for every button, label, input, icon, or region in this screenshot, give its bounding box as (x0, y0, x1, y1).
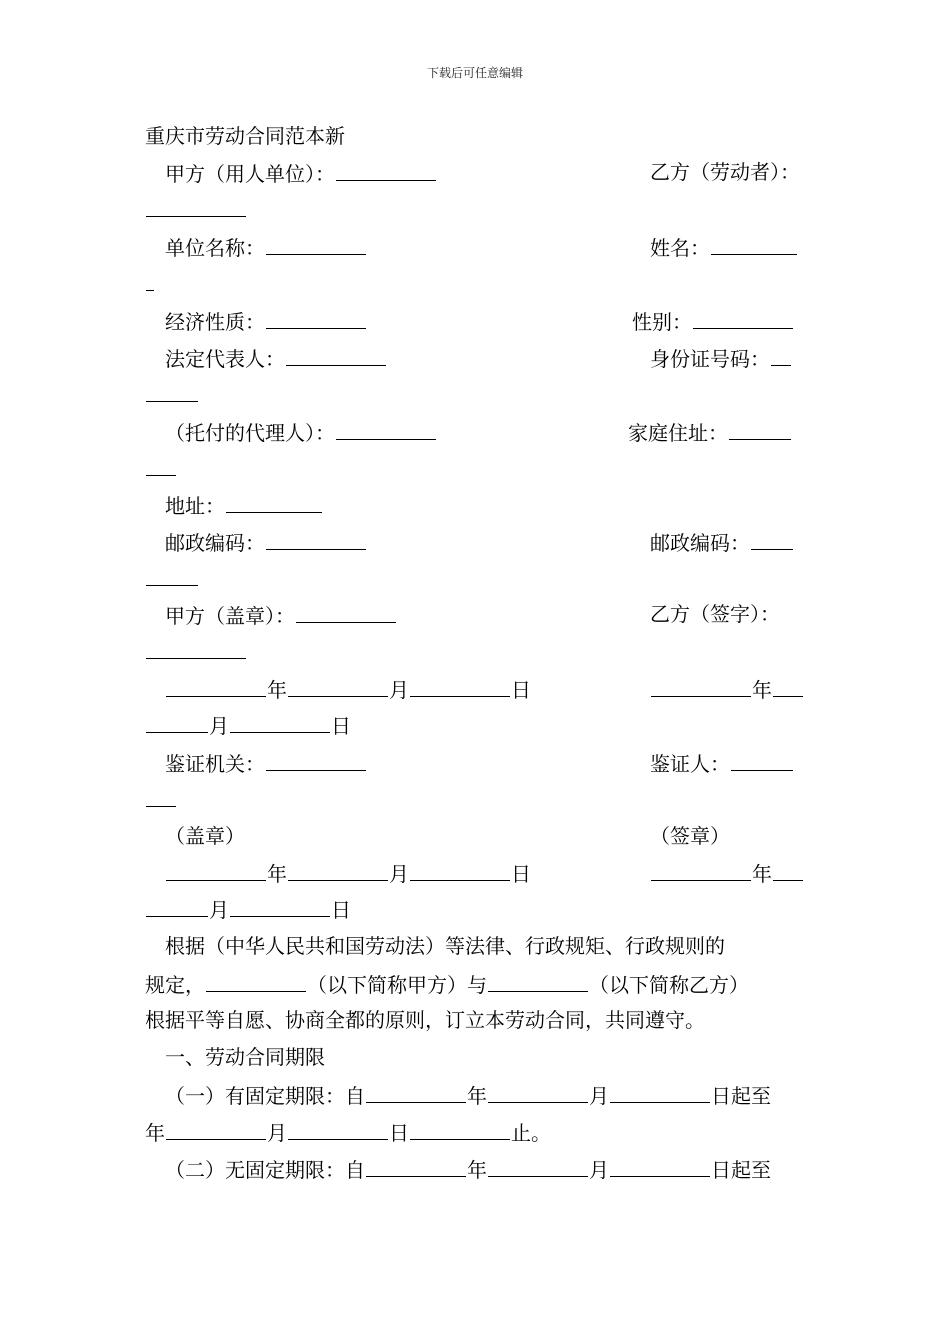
address-field (165, 492, 323, 516)
party-a-day-blank[interactable] (410, 676, 510, 697)
party-a-blank[interactable] (336, 160, 436, 181)
day-label: 日 (511, 678, 531, 702)
body-text: （以下简称甲方）与 (307, 973, 487, 997)
body-paragraph-line-1: 根据（中华人民共和国劳动法）等法律、行政规矩、行政规则的 (165, 934, 725, 958)
body-paragraph-line-2 (145, 971, 749, 995)
party-a-month-blank[interactable] (288, 676, 388, 697)
party-b-date-continued (145, 712, 351, 736)
party-b-signature-blank[interactable] (146, 638, 246, 659)
month-label: 月 (209, 898, 229, 922)
address-label: 地址： (165, 494, 225, 518)
unit-name-field (165, 234, 367, 258)
from-to-label: 日起至 (711, 1084, 771, 1108)
year-label: 年 (145, 1121, 165, 1145)
stop-label: 止。 (511, 1121, 551, 1145)
year-label: 年 (467, 1158, 487, 1182)
party-a-field (165, 160, 437, 184)
party-b-postcode-blank-continued[interactable] (146, 565, 198, 586)
month-label: 月 (389, 862, 409, 886)
party-b-signature-field (145, 638, 247, 662)
verifier-blank-continued[interactable] (146, 786, 176, 807)
gender-blank[interactable] (693, 308, 793, 329)
authority-day-blank[interactable] (410, 860, 510, 881)
day-label: 日 (511, 862, 531, 886)
party-b-postcode-blank[interactable] (751, 529, 793, 550)
verifier-year-blank[interactable] (651, 860, 751, 881)
open-start-year-blank[interactable] (366, 1156, 466, 1177)
name-blank[interactable] (711, 234, 797, 255)
verifier-month-blank[interactable] (773, 860, 803, 881)
party-a-date (165, 676, 531, 700)
authority-year-blank[interactable] (166, 860, 266, 881)
verifier-date (650, 860, 804, 884)
page-header: 下载后可任意编辑 (426, 66, 523, 80)
party-b-signature-label: 乙方（签字）： (650, 602, 780, 626)
body-text: （以下简称乙方） (589, 973, 749, 997)
party-a-name-blank[interactable] (206, 971, 306, 992)
party-b-name-blank[interactable] (488, 971, 588, 992)
month-label: 月 (389, 678, 409, 702)
party-a-postcode-label: 邮政编码： (165, 531, 265, 555)
address-blank[interactable] (226, 492, 322, 513)
year-label: 年 (752, 862, 772, 886)
body-paragraph-line-3: 根据平等自愿、协商全都的原则，订立本劳动合同，共同遵守。 (145, 1008, 705, 1032)
home-address-blank[interactable] (729, 419, 791, 440)
year-label: 年 (267, 862, 287, 886)
month-label: 月 (209, 714, 229, 738)
id-number-field-continued (145, 381, 199, 405)
month-label: 月 (267, 1121, 287, 1145)
authority-label: 鉴证机关： (165, 752, 265, 776)
id-number-blank-continued[interactable] (146, 381, 198, 402)
fixed-start-day-blank[interactable] (610, 1082, 710, 1103)
economic-nature-label: 经济性质： (165, 310, 265, 334)
home-address-field (628, 419, 792, 443)
unit-name-blank[interactable] (266, 234, 366, 255)
party-b-field (145, 196, 247, 220)
fixed-start-month-blank[interactable] (488, 1082, 588, 1103)
party-a-postcode-field (165, 529, 367, 553)
agent-label: （托付的代理人）： (165, 421, 335, 445)
year-label: 年 (752, 678, 772, 702)
party-b-month-blank-continued[interactable] (146, 712, 208, 733)
open-start-day-blank[interactable] (610, 1156, 710, 1177)
legal-rep-blank[interactable] (286, 345, 386, 366)
party-b-month-blank[interactable] (773, 676, 803, 697)
verifier-blank[interactable] (731, 750, 793, 771)
party-a-seal-blank[interactable] (296, 602, 396, 623)
fixed-term-line-2 (145, 1119, 551, 1143)
party-b-date (650, 676, 804, 700)
home-address-label: 家庭住址： (628, 421, 728, 445)
fixed-end-month-blank[interactable] (166, 1119, 266, 1140)
authority-month-blank[interactable] (288, 860, 388, 881)
fixed-end-day-blank[interactable] (288, 1119, 388, 1140)
body-text: 规定， (145, 973, 205, 997)
id-number-blank[interactable] (771, 345, 791, 366)
section-heading: 一、劳动合同期限 (165, 1045, 325, 1069)
party-a-seal-field (165, 602, 397, 626)
open-term-line (165, 1156, 771, 1180)
open-start-month-blank[interactable] (488, 1156, 588, 1177)
name-label: 姓名： (650, 236, 710, 260)
document-title: 重庆市劳动合同范本新 (145, 124, 345, 148)
verifier-field (650, 750, 794, 774)
verifier-field-continued (145, 786, 177, 810)
verifier-date-continued (145, 896, 351, 920)
fixed-start-year-blank[interactable] (366, 1082, 466, 1103)
open-term-label: （二）无固定期限：自 (165, 1158, 365, 1182)
fixed-end-extra-blank[interactable] (410, 1119, 510, 1140)
party-b-blank[interactable] (146, 196, 246, 217)
party-b-year-blank[interactable] (651, 676, 751, 697)
economic-nature-field (165, 308, 367, 332)
day-label: 日 (331, 714, 351, 738)
name-field (650, 234, 798, 258)
id-number-label: 身份证号码： (650, 347, 770, 371)
verifier-day-blank[interactable] (230, 896, 330, 917)
fixed-term-line (165, 1082, 771, 1106)
month-label: 月 (589, 1084, 609, 1108)
unit-name-label: 单位名称： (165, 236, 265, 260)
party-b-label: 乙方（劳动者）： (650, 160, 800, 184)
year-label: 年 (467, 1084, 487, 1108)
home-address-blank-continued[interactable] (146, 455, 176, 476)
day-label: 日 (331, 898, 351, 922)
gender-label: 性别： (632, 310, 692, 334)
authority-blank[interactable] (266, 750, 366, 771)
party-b-postcode-field (650, 529, 794, 553)
authority-field (165, 750, 367, 774)
party-a-year-blank[interactable] (166, 676, 266, 697)
party-a-label: 甲方（用人单位）： (165, 162, 335, 186)
home-address-field-continued (145, 455, 177, 479)
name-blank-continued[interactable] (146, 270, 154, 291)
authority-seal: （盖章） (165, 824, 245, 848)
legal-rep-field (165, 345, 387, 369)
legal-rep-label: 法定代表人： (165, 347, 285, 371)
party-b-day-blank[interactable] (230, 712, 330, 733)
gender-field (632, 308, 794, 332)
agent-blank[interactable] (336, 419, 436, 440)
authority-date (165, 860, 531, 884)
party-b-postcode-label: 邮政编码： (650, 531, 750, 555)
party-a-postcode-blank[interactable] (266, 529, 366, 550)
agent-field (165, 419, 437, 443)
verifier-sign: （签章） (650, 824, 730, 848)
party-a-seal-label: 甲方（盖章）： (165, 604, 295, 628)
year-label: 年 (267, 678, 287, 702)
month-label: 月 (589, 1158, 609, 1182)
day-label: 日 (389, 1121, 409, 1145)
fixed-term-label: （一）有固定期限：自 (165, 1084, 365, 1108)
party-b-postcode-field-continued (145, 565, 199, 589)
verifier-label: 鉴证人： (650, 752, 730, 776)
name-field-continued (145, 270, 155, 294)
verifier-month-blank-continued[interactable] (146, 896, 208, 917)
id-number-field (650, 345, 792, 369)
economic-nature-blank[interactable] (266, 308, 366, 329)
from-to-label: 日起至 (711, 1158, 771, 1182)
